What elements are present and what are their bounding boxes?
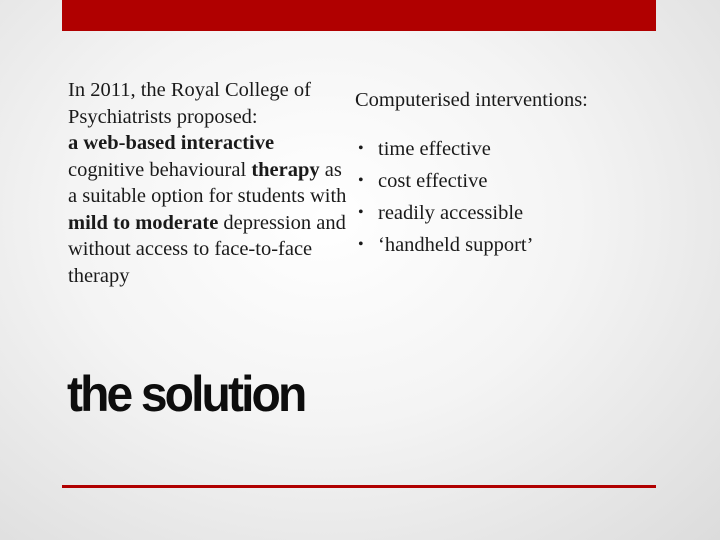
text-suitable-option: as a suitable option for students with [68,158,347,207]
benefits-list [355,136,675,264]
text-cognitive: cognitive behavioural [68,158,252,181]
intro-text: In 2011, the Royal College of Psychiatrists proposed: [68,79,311,128]
text-face-to-face: depression and without access to face-to-face therapy [68,211,346,287]
list-item [355,200,675,232]
bullet-icon: • [358,171,364,189]
bullet-icon: • [358,139,364,157]
list-item-label: cost effective [378,169,488,192]
interventions-heading: Computerised interventions: [355,89,588,111]
right-column [355,87,675,264]
left-paragraph [68,77,348,289]
list-item-label: readily accessible [378,201,524,224]
bottom-accent-line [62,485,656,488]
list-item [355,168,675,200]
bold-phrase-severity: mild to moderate [68,211,219,234]
list-item [355,136,675,168]
list-item [355,232,675,264]
bold-phrase-web-based: a web-based interactive [68,132,275,154]
bullet-icon: • [358,203,364,221]
list-item-label: time effective [378,137,491,160]
bullet-icon: • [358,235,364,253]
top-accent-bar [62,0,656,31]
slide-title: the solution [67,366,305,422]
list-item-label: ‘handheld support’ [378,233,534,256]
bold-phrase-therapy: therapy [251,158,320,181]
